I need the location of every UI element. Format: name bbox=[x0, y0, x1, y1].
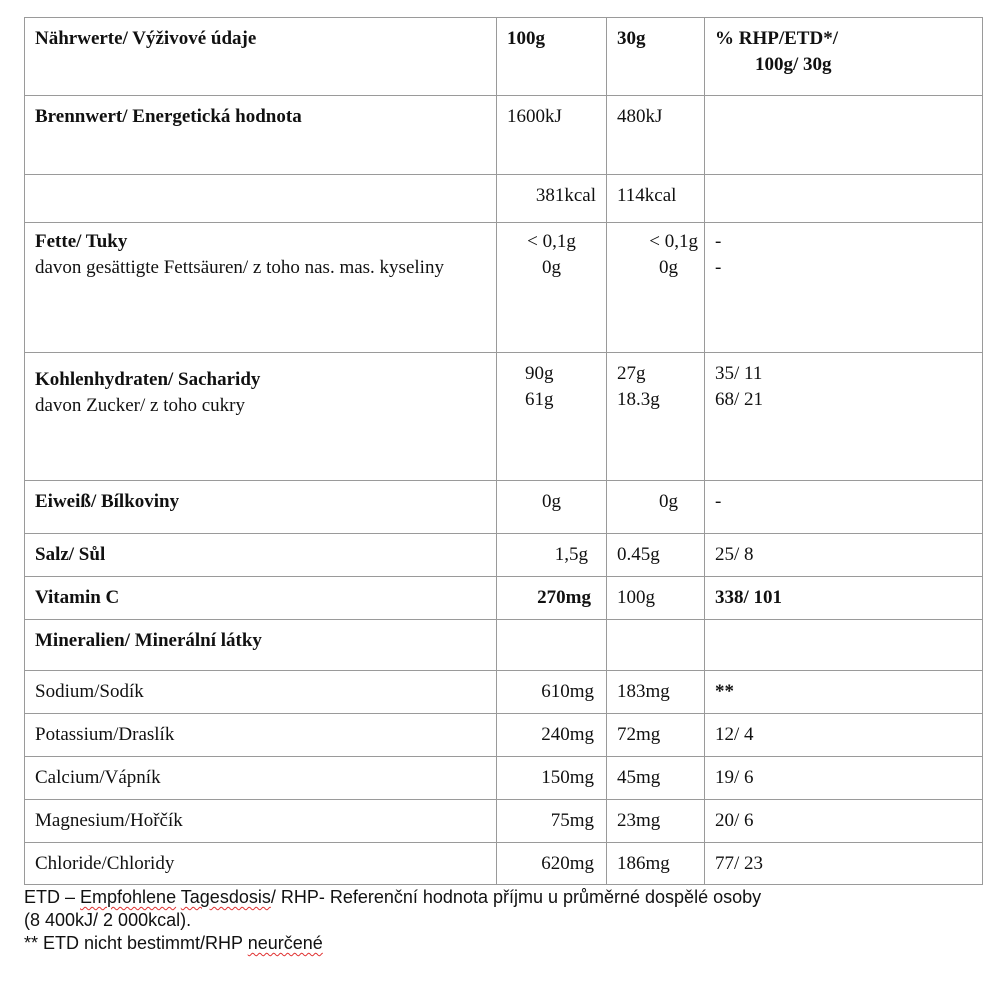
sugar-rhp: 68/ 21 bbox=[715, 389, 764, 410]
salt-row bbox=[25, 534, 983, 577]
vitamin-c-row bbox=[25, 577, 983, 620]
carbs-30g: 27g bbox=[617, 363, 646, 384]
header-row bbox=[25, 18, 983, 96]
header-100g: 100g bbox=[497, 18, 607, 96]
saturated-fat-label: davon gesättigte Fettsäuren/ z toho nas. mas. kyseliny bbox=[35, 257, 444, 278]
mineral-label: Sodium/Sodík bbox=[25, 671, 497, 714]
energy-kcal-row bbox=[25, 175, 983, 223]
minerals-header-row bbox=[25, 620, 983, 671]
mineral-30g: 72mg bbox=[607, 714, 705, 757]
mineral-row bbox=[25, 757, 983, 800]
carbs-100g: 90g bbox=[525, 363, 554, 384]
footnote-line-1-rest: / RHP- Referenční hodnota příjmu u průměrné dospělé osoby bbox=[270, 887, 762, 907]
carbs-rhp: 35/ 11 bbox=[715, 363, 763, 384]
header-rhp-line2: 100g/ 30g bbox=[755, 54, 832, 75]
mineral-label: Calcium/Vápník bbox=[25, 757, 497, 800]
vitamin-c-rhp: 338/ 101 bbox=[705, 577, 983, 620]
mineral-rhp: 77/ 23 bbox=[705, 843, 983, 885]
saturated-fat-rhp: - bbox=[715, 257, 722, 278]
fat-row bbox=[25, 223, 983, 353]
carbs-row bbox=[25, 353, 983, 481]
minerals-rhp bbox=[705, 620, 983, 671]
mineral-100g: 240mg bbox=[497, 714, 607, 757]
mineral-row bbox=[25, 714, 983, 757]
mineral-row bbox=[25, 843, 983, 885]
footnote-line-3 bbox=[24, 932, 761, 955]
energy-kj-row bbox=[25, 96, 983, 175]
header-rhp bbox=[705, 18, 983, 96]
energy-rhp bbox=[705, 96, 983, 175]
energy-kcal-label bbox=[25, 175, 497, 223]
spellcheck-word-neurcene: neurčené bbox=[247, 933, 323, 953]
vitamin-c-30g: 100g bbox=[607, 577, 705, 620]
mineral-30g: 183mg bbox=[607, 671, 705, 714]
mineral-100g: 620mg bbox=[497, 843, 607, 885]
carbs-30g-cell bbox=[607, 353, 705, 481]
footnote-line-1-prefix: ETD – bbox=[24, 887, 81, 907]
sugar-label: davon Zucker/ z toho cukry bbox=[35, 395, 245, 416]
header-rhp-line1: % RHP/ETD*/ bbox=[715, 28, 838, 49]
footnote-line-2: (8 400kJ/ 2 000kcal). bbox=[24, 910, 192, 930]
carbs-label: Kohlenhydraten/ Sacharidy bbox=[35, 369, 261, 390]
spellcheck-word-empfohlene: Empfohlene bbox=[80, 887, 177, 907]
protein-rhp: - bbox=[705, 481, 983, 534]
mineral-row bbox=[25, 800, 983, 843]
salt-100g: 1,5g bbox=[497, 534, 607, 577]
vitamin-c-label: Vitamin C bbox=[25, 577, 497, 620]
sugar-30g: 18.3g bbox=[617, 389, 660, 410]
footnote-line-3-prefix: ** ETD nicht bestimmt/RHP bbox=[24, 933, 248, 953]
carbs-label-cell bbox=[25, 353, 497, 481]
energy-kj-100g: 1600kJ bbox=[497, 96, 607, 175]
minerals-30g bbox=[607, 620, 705, 671]
mineral-100g: 75mg bbox=[497, 800, 607, 843]
mineral-rhp: 19/ 6 bbox=[705, 757, 983, 800]
vitamin-c-100g: 270mg bbox=[497, 577, 607, 620]
footnote bbox=[24, 886, 761, 955]
mineral-row bbox=[25, 671, 983, 714]
mineral-30g: 23mg bbox=[607, 800, 705, 843]
protein-row bbox=[25, 481, 983, 534]
mineral-label: Magnesium/Hořčík bbox=[25, 800, 497, 843]
salt-rhp: 25/ 8 bbox=[705, 534, 983, 577]
energy-kcal-rhp bbox=[705, 175, 983, 223]
mineral-rhp: 20/ 6 bbox=[705, 800, 983, 843]
fat-label-cell bbox=[25, 223, 497, 353]
carbs-rhp-cell bbox=[705, 353, 983, 481]
mineral-30g: 45mg bbox=[607, 757, 705, 800]
nutrition-table bbox=[24, 17, 983, 885]
fat-100g: < 0,1g bbox=[527, 231, 576, 252]
energy-label: Brennwert/ Energetická hodnota bbox=[25, 96, 497, 175]
fat-30g-cell bbox=[607, 223, 705, 353]
minerals-100g bbox=[497, 620, 607, 671]
protein-label: Eiweiß/ Bílkoviny bbox=[25, 481, 497, 534]
footnote-line-1 bbox=[24, 886, 761, 909]
energy-kcal-30g: 114kcal bbox=[607, 175, 705, 223]
mineral-rhp: 12/ 4 bbox=[705, 714, 983, 757]
mineral-label: Chloride/Chloridy bbox=[25, 843, 497, 885]
fat-100g-cell bbox=[497, 223, 607, 353]
minerals-label: Mineralien/ Minerální látky bbox=[25, 620, 497, 671]
fat-rhp: - bbox=[715, 231, 722, 252]
sugar-100g: 61g bbox=[525, 389, 554, 410]
energy-kcal-100g: 381kcal bbox=[497, 175, 607, 223]
carbs-100g-cell bbox=[497, 353, 607, 481]
fat-30g: < 0,1g bbox=[649, 231, 698, 252]
mineral-30g: 186mg bbox=[607, 843, 705, 885]
mineral-label: Potassium/Draslík bbox=[25, 714, 497, 757]
mineral-rhp: ** bbox=[705, 671, 983, 714]
fat-label: Fette/ Tuky bbox=[35, 231, 128, 252]
fat-rhp-cell bbox=[705, 223, 983, 353]
salt-30g: 0.45g bbox=[607, 534, 705, 577]
mineral-100g: 150mg bbox=[497, 757, 607, 800]
protein-30g: 0g bbox=[607, 481, 705, 534]
salt-label: Salz/ Sůl bbox=[25, 534, 497, 577]
mineral-100g: 610mg bbox=[497, 671, 607, 714]
energy-kj-30g: 480kJ bbox=[607, 96, 705, 175]
saturated-fat-30g: 0g bbox=[659, 257, 678, 278]
spellcheck-word-tagesdosis: Tagesdosis bbox=[180, 887, 271, 907]
saturated-fat-100g: 0g bbox=[542, 257, 561, 278]
header-30g: 30g bbox=[607, 18, 705, 96]
protein-100g: 0g bbox=[497, 481, 607, 534]
header-label: Nährwerte/ Výživové údaje bbox=[25, 18, 497, 96]
